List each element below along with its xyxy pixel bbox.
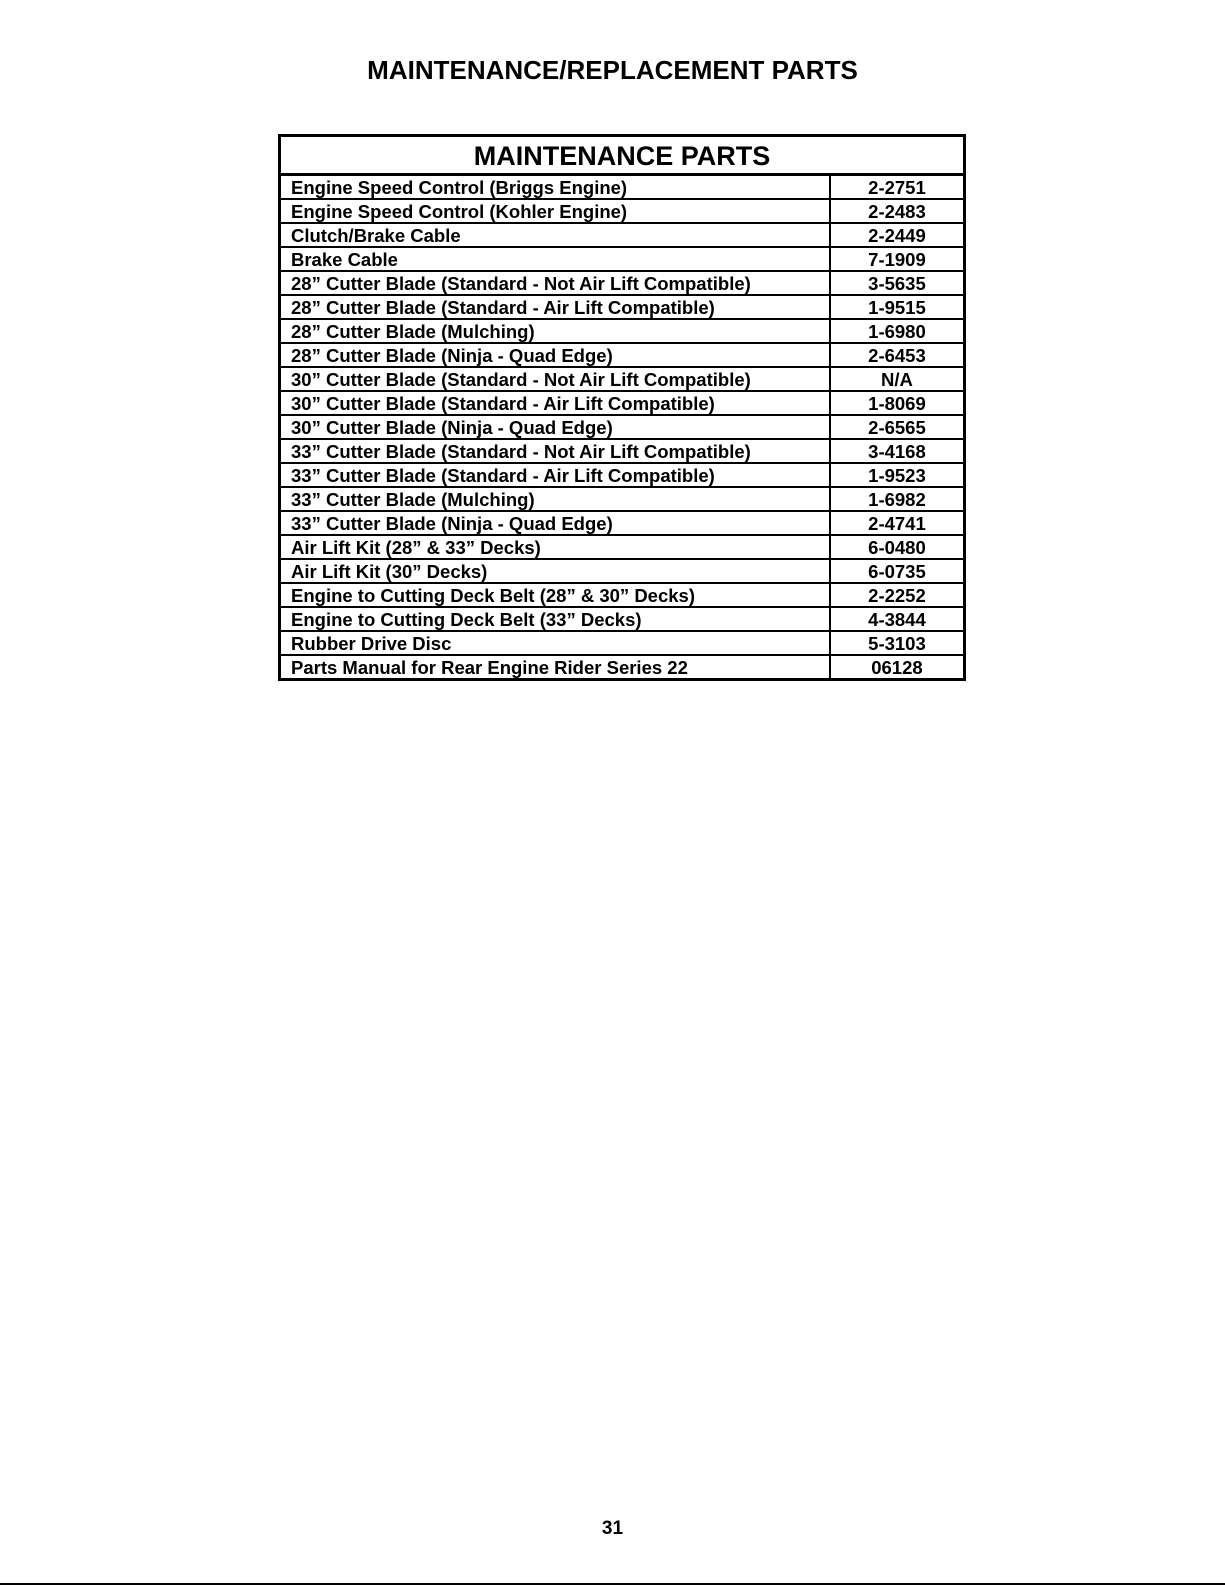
table-row — [280, 463, 965, 487]
part-description: 28” Cutter Blade (Standard - Air Lift Compatible) — [280, 295, 830, 319]
part-description: 30” Cutter Blade (Standard - Air Lift Compatible) — [280, 391, 830, 415]
part-number: 3-5635 — [830, 271, 965, 295]
part-description: Engine Speed Control (Briggs Engine) — [280, 175, 830, 200]
table-row — [280, 367, 965, 391]
part-number: 1-9515 — [830, 295, 965, 319]
part-description: Rubber Drive Disc — [280, 631, 830, 655]
table-row — [280, 199, 965, 223]
part-number: 2-6453 — [830, 343, 965, 367]
table-row — [280, 415, 965, 439]
part-number: 5-3103 — [830, 631, 965, 655]
table-row — [280, 439, 965, 463]
part-description: Clutch/Brake Cable — [280, 223, 830, 247]
part-number: 2-2252 — [830, 583, 965, 607]
part-number: 1-9523 — [830, 463, 965, 487]
table-row — [280, 223, 965, 247]
part-number: 1-6980 — [830, 319, 965, 343]
part-description: 33” Cutter Blade (Mulching) — [280, 487, 830, 511]
part-number: 2-2483 — [830, 199, 965, 223]
part-description: Brake Cable — [280, 247, 830, 271]
part-description: Engine to Cutting Deck Belt (33” Decks) — [280, 607, 830, 631]
table-row — [280, 175, 965, 200]
table-row — [280, 655, 965, 680]
part-number: 6-0480 — [830, 535, 965, 559]
part-description: 33” Cutter Blade (Standard - Air Lift Compatible) — [280, 463, 830, 487]
table-row — [280, 631, 965, 655]
part-number: 2-2751 — [868, 176, 926, 198]
maintenance-parts-table — [278, 134, 966, 681]
table-heading: MAINTENANCE PARTS — [280, 136, 965, 175]
table-row — [280, 559, 965, 583]
table-row — [280, 271, 965, 295]
part-number: 3-4168 — [830, 439, 965, 463]
table-row — [280, 511, 965, 535]
part-description: Air Lift Kit (30” Decks) — [280, 559, 830, 583]
table-header-row — [280, 136, 965, 175]
part-description: 28” Cutter Blade (Mulching) — [280, 319, 830, 343]
page-number: 31 — [601, 1518, 624, 1539]
table-row — [280, 343, 965, 367]
part-description: Engine Speed Control (Kohler Engine) — [280, 199, 830, 223]
table-row — [280, 583, 965, 607]
part-number: 7-1909 — [830, 247, 965, 271]
table-row — [280, 391, 965, 415]
table-row — [280, 535, 965, 559]
table-row — [280, 319, 965, 343]
part-number: 6-0735 — [830, 559, 965, 583]
part-number: 2-4741 — [830, 511, 965, 535]
part-number: 2-6565 — [830, 415, 965, 439]
part-number: 2-2449 — [830, 223, 965, 247]
table-row — [280, 607, 965, 631]
part-number: 4-3844 — [830, 607, 965, 631]
part-description: Parts Manual for Rear Engine Rider Series 22 — [280, 655, 830, 680]
table-row — [280, 295, 965, 319]
page-title: MAINTENANCE/REPLACEMENT PARTS — [367, 55, 858, 85]
part-description: Air Lift Kit (28” & 33” Decks) — [280, 535, 830, 559]
part-description: 33” Cutter Blade (Standard - Not Air Lift Compatible) — [280, 439, 830, 463]
part-number: 06128 — [830, 655, 965, 680]
part-number: 1-6982 — [830, 487, 965, 511]
part-description: 28” Cutter Blade (Ninja - Quad Edge) — [280, 343, 830, 367]
part-number: N/A — [830, 367, 965, 391]
table-body — [280, 175, 965, 680]
part-description: Engine to Cutting Deck Belt (28” & 30” Decks) — [280, 583, 830, 607]
part-description: 30” Cutter Blade (Standard - Not Air Lift Compatible) — [280, 367, 830, 391]
part-description: 33” Cutter Blade (Ninja - Quad Edge) — [280, 511, 830, 535]
table-row — [280, 487, 965, 511]
part-description: 28” Cutter Blade (Standard - Not Air Lift Compatible) — [280, 271, 830, 295]
part-description: 30” Cutter Blade (Ninja - Quad Edge) — [280, 415, 830, 439]
table-row — [280, 247, 965, 271]
part-number: 1-8069 — [830, 391, 965, 415]
